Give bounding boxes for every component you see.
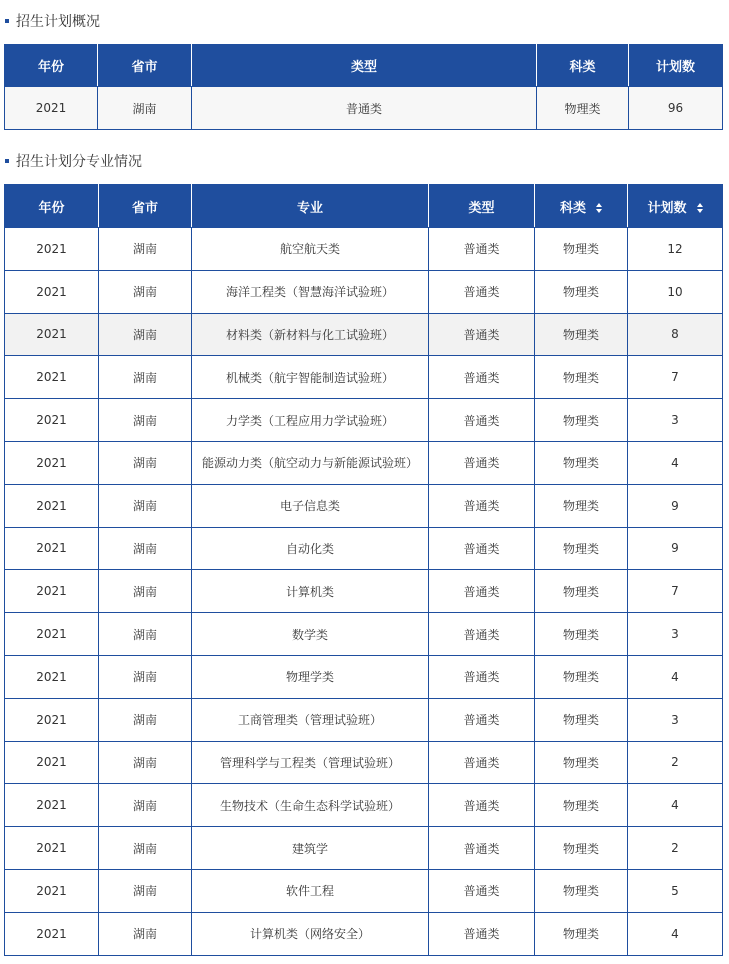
majors-header-category[interactable] xyxy=(535,185,628,228)
cell-major: 航空航天类 xyxy=(192,228,429,271)
cell-type: 普通类 xyxy=(429,655,535,698)
cell-major: 软件工程 xyxy=(192,869,429,912)
cell-plan: 4 xyxy=(628,441,723,484)
summary-header-province: 省市 xyxy=(98,45,192,87)
table-row xyxy=(5,313,723,356)
cell-province: 湖南 xyxy=(99,784,192,827)
cell-province: 湖南 xyxy=(99,869,192,912)
cell-year: 2021 xyxy=(5,313,99,356)
cell-plan: 2 xyxy=(628,741,723,784)
cell-category: 物理类 xyxy=(535,484,628,527)
cell-type: 普通类 xyxy=(429,527,535,570)
sort-icon[interactable] xyxy=(596,203,602,213)
cell-plan: 5 xyxy=(628,869,723,912)
cell-plan: 7 xyxy=(628,570,723,613)
cell-category: 物理类 xyxy=(535,399,628,442)
sort-icon[interactable] xyxy=(697,203,703,213)
majors-title-text: 招生计划分专业情况 xyxy=(16,154,142,170)
cell-category: 物理类 xyxy=(535,784,628,827)
cell-type: 普通类 xyxy=(429,228,535,271)
title-bullet-icon xyxy=(5,19,9,23)
summary-header-category: 科类 xyxy=(537,45,629,87)
cell-plan: 3 xyxy=(628,698,723,741)
cell-major: 计算机类 xyxy=(192,570,429,613)
cell-year: 2021 xyxy=(5,399,99,442)
cell-type: 普通类 xyxy=(429,827,535,870)
majors-header-plan-label: 计划数 xyxy=(647,200,687,216)
majors-table xyxy=(4,184,723,956)
cell-plan: 10 xyxy=(628,270,723,313)
cell-category: 物理类 xyxy=(535,527,628,570)
table-row xyxy=(5,698,723,741)
cell-category: 物理类 xyxy=(535,869,628,912)
cell-province: 湖南 xyxy=(99,399,192,442)
cell-type: 普通类 xyxy=(429,270,535,313)
table-row xyxy=(5,570,723,613)
table-row xyxy=(5,228,723,271)
cell-year: 2021 xyxy=(5,869,99,912)
summary-cell-year: 2021 xyxy=(5,87,98,130)
cell-plan: 4 xyxy=(628,912,723,955)
cell-province: 湖南 xyxy=(99,313,192,356)
table-row xyxy=(5,356,723,399)
cell-type: 普通类 xyxy=(429,313,535,356)
cell-year: 2021 xyxy=(5,655,99,698)
cell-type: 普通类 xyxy=(429,484,535,527)
table-row xyxy=(5,869,723,912)
cell-year: 2021 xyxy=(5,484,99,527)
cell-category: 物理类 xyxy=(535,313,628,356)
table-row xyxy=(5,741,723,784)
cell-category: 物理类 xyxy=(535,570,628,613)
table-row xyxy=(5,827,723,870)
cell-plan: 8 xyxy=(628,313,723,356)
cell-type: 普通类 xyxy=(429,441,535,484)
cell-plan: 7 xyxy=(628,356,723,399)
cell-category: 物理类 xyxy=(535,698,628,741)
cell-year: 2021 xyxy=(5,741,99,784)
majors-header-row xyxy=(5,185,723,228)
cell-type: 普通类 xyxy=(429,869,535,912)
cell-major: 计算机类（网络安全） xyxy=(192,912,429,955)
cell-province: 湖南 xyxy=(99,827,192,870)
summary-header-year: 年份 xyxy=(5,45,98,87)
title-bullet-icon xyxy=(5,159,9,163)
table-row xyxy=(5,270,723,313)
majors-header-year: 年份 xyxy=(5,185,99,228)
table-row xyxy=(5,912,723,955)
cell-plan: 4 xyxy=(628,655,723,698)
cell-year: 2021 xyxy=(5,270,99,313)
cell-plan: 2 xyxy=(628,827,723,870)
cell-province: 湖南 xyxy=(99,912,192,955)
summary-cell-plan: 96 xyxy=(629,87,723,130)
majors-header-province: 省市 xyxy=(99,185,192,228)
majors-table-body xyxy=(5,228,723,956)
cell-province: 湖南 xyxy=(99,613,192,656)
summary-header-plan: 计划数 xyxy=(629,45,723,87)
cell-major: 工商管理类（管理试验班） xyxy=(192,698,429,741)
cell-province: 湖南 xyxy=(99,698,192,741)
cell-plan: 9 xyxy=(628,527,723,570)
cell-major: 机械类（航宇智能制造试验班） xyxy=(192,356,429,399)
summary-header-type: 类型 xyxy=(192,45,537,87)
majors-header-major: 专业 xyxy=(192,185,429,228)
table-row xyxy=(5,441,723,484)
cell-year: 2021 xyxy=(5,228,99,271)
majors-header-type: 类型 xyxy=(429,185,535,228)
cell-category: 物理类 xyxy=(535,912,628,955)
cell-province: 湖南 xyxy=(99,484,192,527)
cell-major: 力学类（工程应用力学试验班） xyxy=(192,399,429,442)
table-row xyxy=(5,784,723,827)
cell-year: 2021 xyxy=(5,441,99,484)
cell-province: 湖南 xyxy=(99,570,192,613)
majors-section-title xyxy=(5,151,142,171)
cell-major: 能源动力类（航空动力与新能源试验班） xyxy=(192,441,429,484)
cell-plan: 3 xyxy=(628,399,723,442)
cell-major: 物理学类 xyxy=(192,655,429,698)
cell-major: 电子信息类 xyxy=(192,484,429,527)
cell-major: 自动化类 xyxy=(192,527,429,570)
cell-category: 物理类 xyxy=(535,827,628,870)
cell-type: 普通类 xyxy=(429,570,535,613)
cell-category: 物理类 xyxy=(535,655,628,698)
cell-year: 2021 xyxy=(5,698,99,741)
cell-major: 生物技术（生命生态科学试验班） xyxy=(192,784,429,827)
cell-province: 湖南 xyxy=(99,655,192,698)
cell-major: 建筑学 xyxy=(192,827,429,870)
cell-category: 物理类 xyxy=(535,741,628,784)
table-row xyxy=(5,527,723,570)
cell-major: 数学类 xyxy=(192,613,429,656)
cell-year: 2021 xyxy=(5,527,99,570)
cell-category: 物理类 xyxy=(535,270,628,313)
summary-cell-province: 湖南 xyxy=(98,87,192,130)
cell-plan: 4 xyxy=(628,784,723,827)
cell-category: 物理类 xyxy=(535,356,628,399)
cell-major: 海洋工程类（智慧海洋试验班） xyxy=(192,270,429,313)
cell-year: 2021 xyxy=(5,912,99,955)
cell-type: 普通类 xyxy=(429,613,535,656)
summary-row xyxy=(5,87,723,130)
cell-type: 普通类 xyxy=(429,741,535,784)
cell-type: 普通类 xyxy=(429,356,535,399)
cell-year: 2021 xyxy=(5,570,99,613)
cell-major: 管理科学与工程类（管理试验班） xyxy=(192,741,429,784)
cell-province: 湖南 xyxy=(99,527,192,570)
table-row xyxy=(5,484,723,527)
cell-major: 材料类（新材料与化工试验班） xyxy=(192,313,429,356)
cell-year: 2021 xyxy=(5,356,99,399)
table-row xyxy=(5,655,723,698)
cell-type: 普通类 xyxy=(429,912,535,955)
cell-category: 物理类 xyxy=(535,228,628,271)
majors-header-category-label: 科类 xyxy=(559,200,586,216)
summary-cell-category: 物理类 xyxy=(537,87,629,130)
cell-year: 2021 xyxy=(5,827,99,870)
cell-plan: 3 xyxy=(628,613,723,656)
summary-section-title xyxy=(5,11,100,31)
cell-province: 湖南 xyxy=(99,356,192,399)
cell-category: 物理类 xyxy=(535,441,628,484)
table-row xyxy=(5,399,723,442)
cell-year: 2021 xyxy=(5,784,99,827)
cell-plan: 12 xyxy=(628,228,723,271)
summary-title-text: 招生计划概况 xyxy=(16,14,100,30)
table-row xyxy=(5,613,723,656)
cell-category: 物理类 xyxy=(535,613,628,656)
cell-province: 湖南 xyxy=(99,741,192,784)
summary-table xyxy=(4,44,723,130)
cell-type: 普通类 xyxy=(429,399,535,442)
summary-header-row xyxy=(5,45,723,87)
majors-header-plan[interactable] xyxy=(628,185,723,228)
cell-year: 2021 xyxy=(5,613,99,656)
cell-province: 湖南 xyxy=(99,441,192,484)
cell-type: 普通类 xyxy=(429,698,535,741)
cell-plan: 9 xyxy=(628,484,723,527)
cell-province: 湖南 xyxy=(99,228,192,271)
cell-type: 普通类 xyxy=(429,784,535,827)
cell-province: 湖南 xyxy=(99,270,192,313)
summary-cell-type: 普通类 xyxy=(192,87,537,130)
